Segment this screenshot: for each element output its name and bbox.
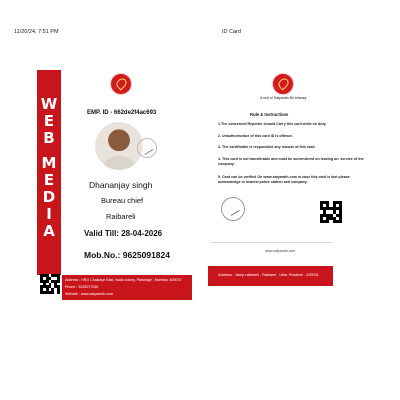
qr-code-icon: [40, 274, 60, 294]
divider: [210, 242, 332, 243]
vertical-letter: W: [40, 95, 58, 113]
vertical-red-band: [37, 70, 61, 275]
back-address-band: Address : Jamp raibareli , Raibarel , Uttar Pradesh - 229001: [208, 266, 333, 286]
brand-logo-icon: [110, 73, 132, 95]
stamp-icon: [221, 197, 245, 221]
qr-code-icon: [320, 201, 342, 223]
brand-logo-icon: [272, 73, 294, 95]
rule-item: 5. Card can be verified On www.satyarath.com in case this card is lost please acknowledge in nearest police station and company.: [218, 175, 350, 184]
page-title: ID Card: [222, 29, 241, 35]
vertical-letter: A: [43, 222, 55, 240]
unit-text: A unit of Satyarath Bh bhansa: [260, 96, 307, 100]
address-band: [62, 275, 192, 300]
address-line: Address : HRG Chalkaye East, Naila colony, Parlwage , Mumbai, 400070: [65, 278, 182, 282]
city: Raibareli: [106, 212, 136, 221]
website-text: www.satyarath.com: [265, 249, 296, 253]
print-datetime: 11/20/24, 7:51 PM: [14, 29, 59, 35]
designation: Bureau chief: [101, 196, 144, 205]
id-card-front: [37, 70, 192, 300]
rule-item: 3. The cardHolder is responsible any misuse of this card.: [218, 145, 316, 149]
vertical-letter: E: [43, 171, 55, 189]
phone-line: Phone : 9225077090: [65, 285, 99, 289]
validity: Valid Till: 28-04-2026: [84, 229, 163, 238]
vertical-letter: M: [41, 154, 57, 172]
website-line: Website : www.satyaresh.com: [65, 292, 113, 296]
rule-item: 4. This card is not transferable and must be surrendered on leaving on. service of the company.: [218, 157, 364, 166]
rules-title: Rule & Instructions: [250, 112, 289, 117]
employee-id: EMP. ID - 662de2f4ac693: [87, 110, 157, 116]
vertical-letter: D: [42, 188, 56, 206]
stamp-icon: [137, 138, 157, 158]
web-media-vertical-text: [37, 96, 61, 240]
rule-item: 1.The concerned Reporter should Carry this card while on duty.: [218, 122, 327, 126]
vertical-letter: I: [46, 205, 52, 223]
profile-photo: [95, 122, 143, 170]
rule-item: 2. Unauthorisedue of this card ID is offence.: [218, 134, 294, 138]
holder-name: Dhananjay singh: [89, 180, 153, 190]
mobile-number: Mob.No.: 9625091824: [84, 250, 170, 260]
vertical-letter: B: [43, 129, 55, 147]
vertical-letter: E: [43, 112, 55, 130]
